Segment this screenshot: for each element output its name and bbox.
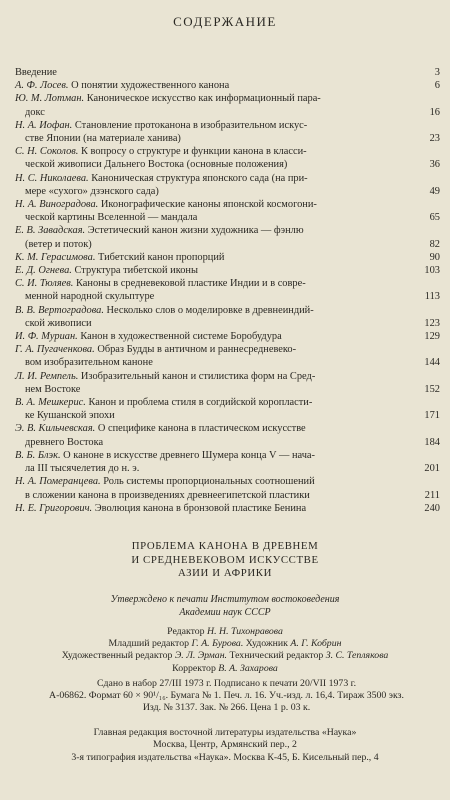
- toc-author: Н. А. Померанцева.: [15, 476, 101, 488]
- toc-entry-continuation: (ветер и поток): [25, 238, 92, 250]
- toc-entry-line: [15, 277, 410, 290]
- toc-author: Л. И. Ремпель.: [15, 370, 79, 382]
- toc-entry-line: [15, 92, 410, 105]
- staff-name: Н. Н. Тихонравова: [207, 626, 283, 637]
- toc-entry: [15, 475, 440, 501]
- toc-entry-title: Иконографические каноны японской космогони-: [98, 199, 317, 211]
- print-info: [14, 678, 439, 715]
- toc-entry-line: [15, 145, 410, 158]
- toc-page-number: 123: [424, 317, 440, 329]
- table-of-contents: [15, 66, 440, 515]
- toc-entry-continuation: древнего Востока: [25, 436, 104, 448]
- toc-entry-title: Каноны в средневековой пластике Индии и в совре-: [73, 278, 306, 290]
- staff-role: Художник: [243, 638, 288, 650]
- toc-page-number: 23: [429, 133, 440, 145]
- toc-entry-title: Несколько слов о моделировке в древнеиндий-: [103, 304, 314, 316]
- toc-author: Ю. М. Лотман.: [15, 93, 85, 105]
- toc-author: С. И. Тюляев.: [15, 278, 74, 290]
- toc-entry-line: [15, 343, 410, 356]
- toc-entry-line: [15, 66, 410, 79]
- toc-entry: [15, 449, 440, 475]
- book-title: [0, 540, 450, 581]
- toc-entry: [15, 119, 440, 145]
- print-info-line: Сдано в набор 27/III 1973 г. Подписано к печати 20/VII 1973 г.: [96, 678, 357, 689]
- toc-entry: [15, 343, 440, 369]
- toc-entry-line: [15, 396, 410, 409]
- toc-entry-line: [15, 119, 410, 132]
- toc-entry: [15, 251, 440, 264]
- toc-entry-line: [15, 370, 410, 383]
- toc-page-number: 201: [424, 463, 440, 475]
- toc-entry-continuation: вом изобразительном каноне: [25, 357, 153, 369]
- publisher-line: Москва, Центр, Армянский пер., 2: [153, 739, 297, 751]
- toc-entry-continuation: ке Кушанской эпохи: [25, 410, 115, 422]
- toc-entry-line: [15, 449, 410, 462]
- toc-page-number: 82: [429, 238, 440, 250]
- toc-author: В. Б. Блэк.: [15, 449, 61, 461]
- toc-entry: [15, 502, 440, 515]
- toc-entry-line: [15, 502, 410, 515]
- toc-entry-title: Тибетский канон пропорций: [95, 251, 225, 263]
- toc-author: В. В. Вертоградова.: [15, 304, 104, 316]
- toc-author: С. Н. Соколов.: [15, 146, 79, 158]
- publisher-line: 3-я типография издательства «Наука». Москва К-45, Б. Кисельный пер., 4: [71, 751, 379, 763]
- toc-page-number: 103: [424, 265, 440, 277]
- toc-entry-title: Изобразительный канон и стилистика форм на Сред-: [78, 370, 316, 382]
- toc-page-number: 65: [429, 212, 440, 224]
- staff-role: Корректор: [172, 662, 216, 674]
- toc-entry: [15, 396, 440, 422]
- publisher-line: Главная редакция восточной литературы издательства «Наука»: [93, 727, 357, 738]
- toc-entry: [15, 422, 440, 448]
- toc-author: Н. Е. Григорович.: [15, 502, 93, 514]
- toc-entry-line: [15, 304, 410, 317]
- toc-page-number: 129: [424, 331, 440, 343]
- toc-page-number: 152: [424, 383, 440, 395]
- toc-entry-line: [15, 475, 410, 488]
- toc-entry: [15, 277, 440, 303]
- toc-entry-title: О каноне в искусстве древнего Шумера конца V — нача-: [60, 449, 315, 461]
- toc-entry-line: [15, 172, 410, 185]
- toc-entry-continuation: стве Японии (на материале ханива): [25, 133, 181, 145]
- staff-role: Младший редактор: [108, 638, 189, 650]
- toc-entry: [15, 145, 440, 171]
- toc-entry: [15, 79, 440, 92]
- staff-name: Э. Л. Эрман.: [174, 650, 228, 662]
- staff-line: [0, 626, 450, 638]
- toc-page-number: 3: [434, 67, 440, 78]
- toc-page-number: 90: [429, 251, 440, 263]
- toc-entry-continuation: менной народной скульптуре: [25, 291, 155, 303]
- toc-entry-title: Структура тибетской иконы: [71, 265, 198, 277]
- toc-entry-title: Образ Будды в античном и раннесредневеко-: [94, 344, 297, 356]
- toc-entry-title: Эволюция канона в бронзовой пластике Бенина: [92, 502, 307, 514]
- toc-author: Н. А. Виноградова.: [15, 199, 99, 211]
- staff-name: Г. А. Бурова.: [191, 638, 244, 650]
- toc-author: Г. А. Пугаченкова.: [15, 344, 95, 356]
- toc-entry-title: Каноническое искусство как информационный пара-: [84, 93, 321, 105]
- toc-entry-title: Становление протоканона в изобразительном искус-: [72, 119, 308, 131]
- toc-page-number: 49: [429, 185, 440, 197]
- toc-author: К. М. Герасимова.: [15, 251, 96, 263]
- book-title-line: ПРОБЛЕМА КАНОНА В ДРЕВНЕМ: [131, 540, 319, 552]
- toc-entry-line: [15, 330, 410, 343]
- toc-page-number: 240: [424, 502, 440, 514]
- approval-line: Утверждено к печати Институтом востоковедения: [110, 594, 340, 605]
- toc-entry: [15, 370, 440, 396]
- toc-author: Е. Д. Огнева.: [15, 265, 72, 277]
- toc-entry-title: Канон и проблема стиля в согдийской коропласти-: [85, 397, 313, 409]
- page-title: СОДЕРЖАНИЕ: [173, 14, 277, 29]
- toc-entry-line: [15, 264, 410, 277]
- toc-page-number: 113: [424, 291, 440, 303]
- toc-page-number: 36: [429, 159, 440, 171]
- staff-name: В. А. Захарова: [218, 662, 278, 674]
- toc-entry: [15, 92, 440, 118]
- toc-entry: [15, 304, 440, 330]
- toc-entry-line: [15, 198, 410, 211]
- toc-entry: [15, 330, 440, 343]
- toc-author: Э. В. Кильчевская.: [15, 423, 96, 435]
- toc-page-number: 6: [434, 80, 440, 92]
- toc-entry-continuation: докс: [25, 106, 45, 118]
- toc-author: Е. В. Завадская.: [15, 225, 86, 237]
- staff-name: А. Г. Кобрин: [290, 638, 342, 650]
- toc-entry-title: О понятии художественного канона: [68, 80, 230, 92]
- toc-page-number: 171: [424, 410, 440, 422]
- toc-author: А. Ф. Лосев.: [15, 80, 69, 92]
- book-title-line: И СРЕДНЕВЕКОВОМ ИСКУССТВЕ: [131, 553, 319, 566]
- toc-page-number: 144: [424, 357, 440, 369]
- print-info-line: Изд. № 3137. Зак. № 266. Цена 1 р. 03 к.: [142, 702, 311, 714]
- toc-entry-title: Роль системы пропорциональных соотношений: [100, 476, 315, 488]
- staff-role: Редактор: [167, 626, 205, 637]
- staff-line: [0, 650, 450, 662]
- staff-role: Художественный редактор: [61, 650, 173, 662]
- book-title-line: АЗИИ И АФРИКИ: [178, 567, 272, 580]
- toc-entry: [15, 198, 440, 224]
- toc-entry-title: О специфике канона в пластическом искусстве: [95, 423, 306, 435]
- staff-name: З. С. Теплякова: [325, 650, 389, 662]
- toc-entry-continuation: мере «сухого» дзэнского сада): [25, 185, 159, 197]
- approval-note: [0, 593, 450, 619]
- toc-author: Н. А. Иофан.: [15, 119, 73, 131]
- toc-entry-line: [15, 422, 410, 435]
- toc-author: И. Ф. Муриан.: [15, 331, 78, 343]
- toc-entry-continuation: ческой живописи Дальнего Востока (основные положения): [25, 159, 288, 171]
- publisher-info: [0, 727, 450, 764]
- toc-entry: [15, 66, 440, 79]
- toc-entry-continuation: ческой картины Вселенной — мандала: [25, 212, 198, 224]
- toc-entry-continuation: ла III тысячелетия до н. э.: [25, 463, 140, 475]
- toc-page-number: 211: [424, 489, 440, 501]
- toc-entry: [15, 172, 440, 198]
- toc-entry-line: [15, 251, 410, 264]
- toc-author: Н. С. Николаева.: [15, 172, 89, 184]
- staff-line: [0, 663, 450, 675]
- toc-entry-continuation: нем Востоке: [25, 383, 81, 395]
- toc-entry: [15, 224, 440, 250]
- toc-page-number: 16: [429, 106, 440, 118]
- toc-entry-title: Введение: [15, 67, 57, 78]
- approval-line: Академии наук СССР: [179, 607, 271, 618]
- toc-entry-continuation: в сложении канона в произведениях древнеегипетской пластики: [25, 489, 310, 501]
- toc-page-number: 184: [424, 436, 440, 448]
- toc-entry-title: Каноническая структура японского сада (на при-: [88, 172, 308, 184]
- toc-entry-title: Канон в художественной системе Боробудура: [77, 331, 282, 343]
- toc-entry: [15, 264, 440, 277]
- toc-entry-line: [15, 224, 410, 237]
- staff-line: [0, 638, 450, 650]
- toc-entry-title: Эстетический канон жизни художника — фэнлю: [85, 225, 304, 237]
- print-info-line: А-06862. Формат 60 × 90¹/₁₆. Бумага № 1. Печ. л. 16. Уч.-изд. л. 16,4. Тираж 3500 экз.: [49, 690, 404, 702]
- toc-author: В. А. Мешкерис.: [15, 397, 86, 409]
- toc-entry-continuation: ской живописи: [25, 317, 92, 329]
- editorial-staff: [0, 626, 450, 675]
- toc-entry-line: [15, 79, 410, 92]
- toc-entry-title: К вопросу о структуре и функции канона в класси-: [78, 146, 307, 158]
- staff-role: Технический редактор: [227, 650, 324, 662]
